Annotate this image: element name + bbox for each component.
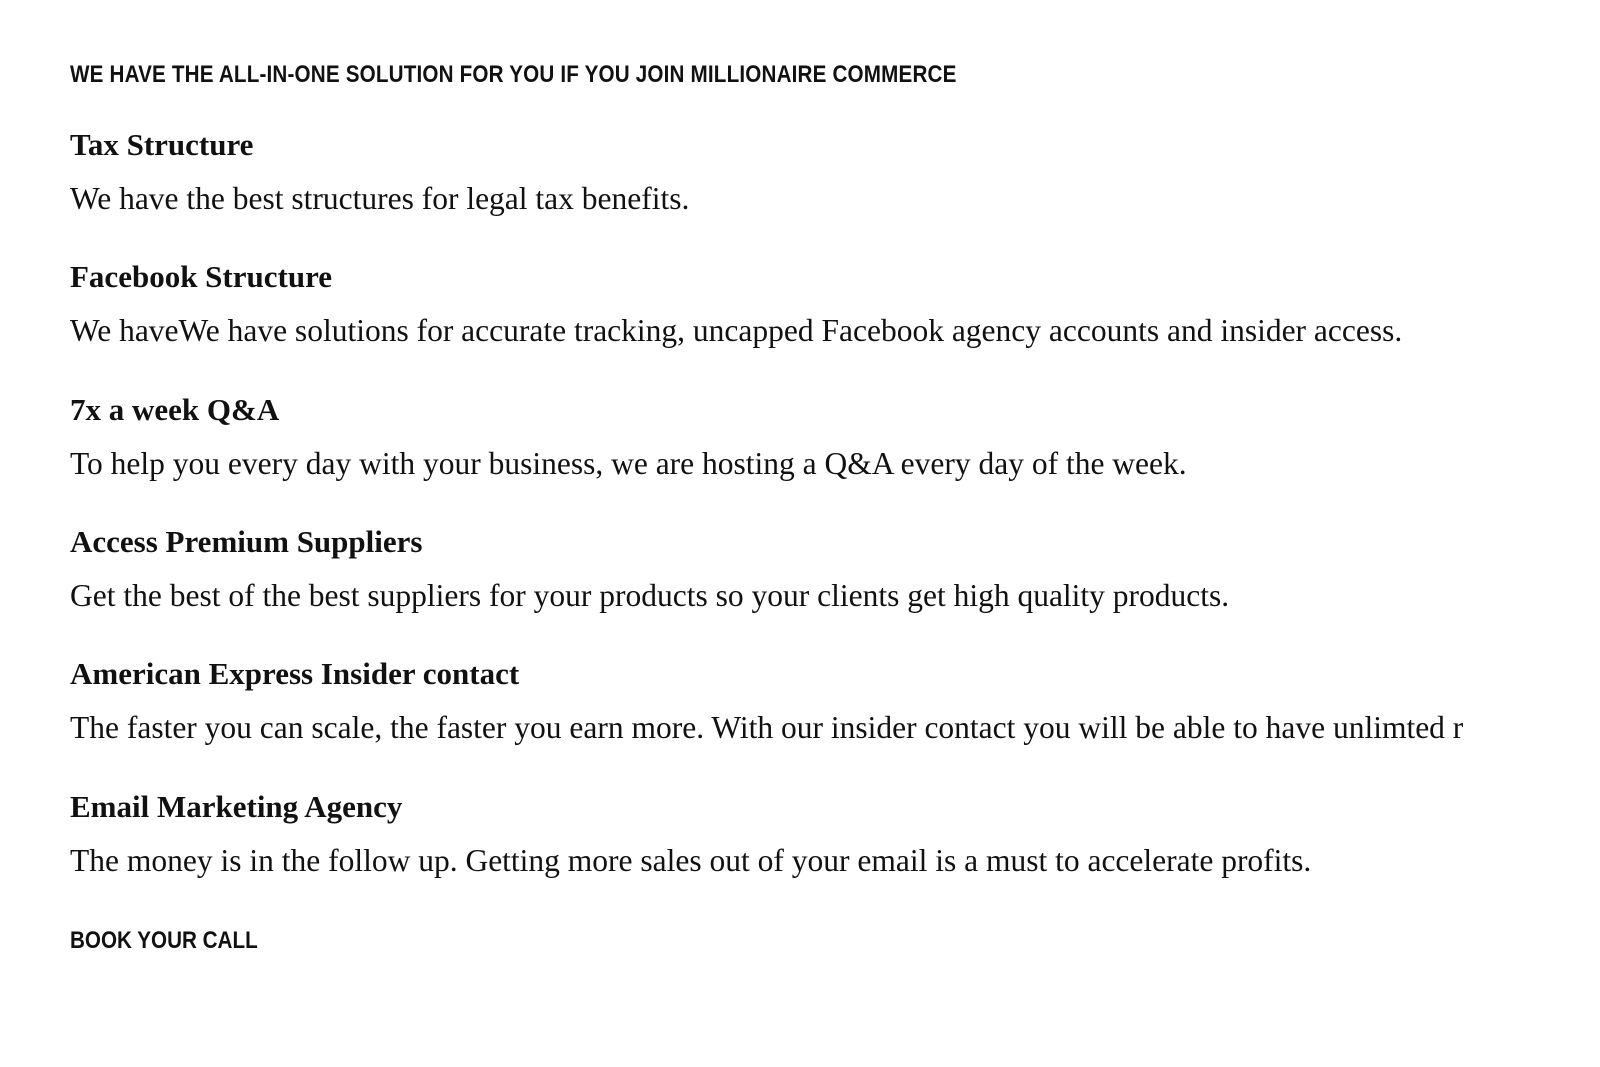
feature-description: We have the best structures for legal tax benefits. [70, 181, 690, 216]
feature-qa [70, 392, 1600, 502]
feature-description: To help you every day with your business, we are hosting a Q&A every day of the week. [70, 446, 1187, 481]
feature-description: The money is in the follow up. Getting more sales out of your email is a must to accelerate profits. [70, 843, 1312, 878]
feature-title: Facebook Structure [70, 259, 333, 294]
feature-title: American Express Insider contact [70, 656, 520, 691]
feature-premium-suppliers [70, 524, 1600, 634]
feature-title: 7x a week Q&A [70, 392, 280, 427]
feature-title: Email Marketing Agency [70, 789, 403, 824]
page-heading: WE HAVE THE ALL-IN-ONE SOLUTION FOR YOU IF YOU JOIN MILLIONAIRE COMMERCE [70, 61, 957, 88]
book-call-button[interactable]: BOOK YOUR CALL [70, 927, 258, 954]
feature-facebook-structure [70, 259, 1600, 369]
feature-email-marketing [70, 789, 1600, 899]
feature-tax-structure [70, 127, 1600, 237]
feature-description: The faster you can scale, the faster you earn more. With our insider contact you will be able to have unlimted r [70, 710, 1464, 745]
page-content [70, 0, 1600, 1067]
feature-description: We haveWe have solutions for accurate tracking, uncapped Facebook agency accounts and insider access. [70, 313, 1403, 348]
feature-amex-contact [70, 656, 1600, 766]
feature-title: Access Premium Suppliers [70, 524, 423, 559]
feature-title: Tax Structure [70, 127, 254, 162]
feature-description: Get the best of the best suppliers for your products so your clients get high quality products. [70, 578, 1230, 613]
